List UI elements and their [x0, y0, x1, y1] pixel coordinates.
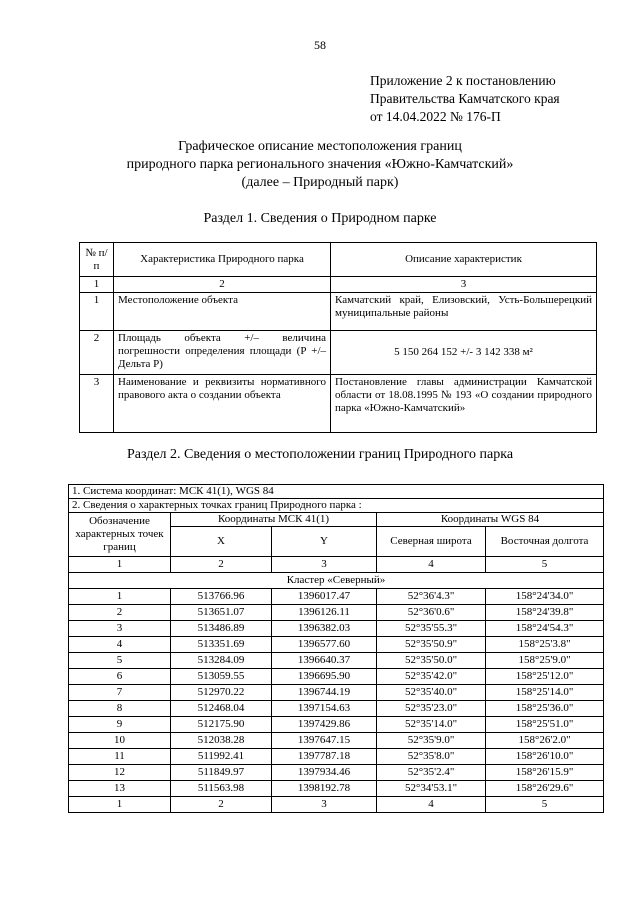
- table-row: [69, 669, 604, 685]
- header-wgs-group: Координаты WGS 84: [377, 513, 604, 527]
- section2-title: Раздел 2. Сведения о местоположении границ Природного парка: [126, 447, 514, 462]
- point-latitude: 52°35'55.3": [377, 621, 486, 637]
- point-longitude: 158°25'12.0": [486, 669, 604, 685]
- row-description: Постановление главы администрации Камчатской области от 18.08.1995 № 193 «О создании природного парка «Южно-Камчатский»: [331, 375, 597, 433]
- title-line: Графическое описание местоположения границ: [178, 139, 462, 154]
- point-number: 2: [69, 605, 171, 621]
- table-row: [69, 781, 604, 797]
- point-x: 512175.90: [171, 717, 272, 733]
- table-row: [80, 331, 597, 375]
- table-row: [69, 685, 604, 701]
- row-description: 5 150 264 152 +/- 3 142 338 м²: [331, 331, 597, 375]
- point-longitude: 158°24'39.8": [486, 605, 604, 621]
- point-latitude: 52°35'42.0": [377, 669, 486, 685]
- point-latitude: 52°35'8.0": [377, 749, 486, 765]
- point-x: 513766.96: [171, 589, 272, 605]
- point-number: 4: [69, 637, 171, 653]
- point-y: 1396126.11: [272, 605, 377, 621]
- point-longitude: 158°26'15.9": [486, 765, 604, 781]
- table-row: [69, 733, 604, 749]
- row-number: 1: [80, 293, 114, 331]
- point-number: 7: [69, 685, 171, 701]
- point-y: 1397934.46: [272, 765, 377, 781]
- point-longitude: 158°25'51.0": [486, 717, 604, 733]
- title-line: (далее – Природный парк): [241, 175, 399, 190]
- points-info-row: [69, 499, 604, 513]
- title-line: природного парка регионального значения «Южно-Камчатский»: [126, 157, 514, 172]
- row-description: Камчатский край, Елизовский, Усть-Большерецкий муниципальные районы: [331, 293, 597, 331]
- boundary-points-table: [68, 484, 604, 813]
- point-y: 1396577.60: [272, 637, 377, 653]
- point-x: 513059.55: [171, 669, 272, 685]
- point-x: 511992.41: [171, 749, 272, 765]
- index-cell: 4: [377, 797, 486, 813]
- point-x: 513351.69: [171, 637, 272, 653]
- index-cell: 4: [377, 557, 486, 573]
- point-x: 511849.97: [171, 765, 272, 781]
- index-cell: 1: [69, 797, 171, 813]
- point-y: 1397154.63: [272, 701, 377, 717]
- section1-title: Раздел 1. Сведения о Природном парке: [203, 211, 437, 226]
- point-x: 511563.98: [171, 781, 272, 797]
- point-y: 1398192.78: [272, 781, 377, 797]
- appendix-line: Правительства Камчатского края: [370, 91, 560, 106]
- header-longitude: Восточная долгота: [486, 527, 604, 557]
- table-row: [69, 653, 604, 669]
- park-info-table: [79, 242, 597, 433]
- table-row: [80, 293, 597, 331]
- point-x: 513284.09: [171, 653, 272, 669]
- table-index-row: [80, 277, 597, 293]
- point-latitude: 52°35'14.0": [377, 717, 486, 733]
- header-point: Обозначение характерных точек границ: [69, 513, 171, 557]
- point-latitude: 52°36'0.6": [377, 605, 486, 621]
- header-characteristic: Характеристика Природного парка: [114, 243, 331, 277]
- document-title: [0, 138, 640, 192]
- table-row: [80, 375, 597, 433]
- coordinate-system-line: 1. Система координат: МСК 41(1), WGS 84: [69, 485, 604, 499]
- index-cell: 5: [486, 797, 604, 813]
- coordinate-system-row: [69, 485, 604, 499]
- index-cell: 3: [272, 557, 377, 573]
- point-y: 1396744.19: [272, 685, 377, 701]
- point-latitude: 52°35'23.0": [377, 701, 486, 717]
- point-x: 512038.28: [171, 733, 272, 749]
- point-longitude: 158°25'9.0": [486, 653, 604, 669]
- appendix-note: [370, 72, 560, 126]
- header-y: Y: [272, 527, 377, 557]
- point-longitude: 158°26'29.6": [486, 781, 604, 797]
- header-description: Описание характеристик: [331, 243, 597, 277]
- row-number: 2: [80, 331, 114, 375]
- table-row: [69, 765, 604, 781]
- table-row: [69, 701, 604, 717]
- header-number: № п/п: [80, 243, 114, 277]
- table-index-row: [69, 797, 604, 813]
- point-number: 8: [69, 701, 171, 717]
- index-cell: 1: [69, 557, 171, 573]
- header-latitude: Северная широта: [377, 527, 486, 557]
- point-y: 1397787.18: [272, 749, 377, 765]
- point-number: 5: [69, 653, 171, 669]
- point-number: 1: [69, 589, 171, 605]
- point-latitude: 52°35'2.4": [377, 765, 486, 781]
- point-latitude: 52°35'50.9": [377, 637, 486, 653]
- index-cell: 2: [171, 557, 272, 573]
- point-number: 12: [69, 765, 171, 781]
- point-x: 513651.07: [171, 605, 272, 621]
- index-cell: 3: [331, 277, 597, 293]
- row-characteristic: Наименование и реквизиты нормативного правового акта о создании объекта: [114, 375, 331, 433]
- point-number: 6: [69, 669, 171, 685]
- point-x: 513486.89: [171, 621, 272, 637]
- point-longitude: 158°26'2.0": [486, 733, 604, 749]
- point-latitude: 52°34'53.1": [377, 781, 486, 797]
- table-row: [69, 621, 604, 637]
- point-y: 1397429.86: [272, 717, 377, 733]
- point-y: 1396382.03: [272, 621, 377, 637]
- point-number: 11: [69, 749, 171, 765]
- table-row: [69, 637, 604, 653]
- point-x: 512468.04: [171, 701, 272, 717]
- point-longitude: 158°25'36.0": [486, 701, 604, 717]
- point-longitude: 158°26'10.0": [486, 749, 604, 765]
- table-row: [69, 589, 604, 605]
- page-number: 58: [314, 38, 326, 52]
- table-header-row: [80, 243, 597, 277]
- point-latitude: 52°35'40.0": [377, 685, 486, 701]
- point-longitude: 158°24'34.0": [486, 589, 604, 605]
- group-header-row: [69, 513, 604, 527]
- header-x: X: [171, 527, 272, 557]
- point-number: 3: [69, 621, 171, 637]
- point-y: 1396017.47: [272, 589, 377, 605]
- point-number: 9: [69, 717, 171, 733]
- index-cell: 2: [171, 797, 272, 813]
- row-characteristic: Местоположение объекта: [114, 293, 331, 331]
- row-characteristic: Площадь объекта +/– величина погрешности определения площади (P +/– Дельта P): [114, 331, 331, 375]
- table-row: [69, 749, 604, 765]
- index-cell: 1: [80, 277, 114, 293]
- point-latitude: 52°36'4.3": [377, 589, 486, 605]
- point-number: 13: [69, 781, 171, 797]
- point-y: 1396640.37: [272, 653, 377, 669]
- point-y: 1396695.90: [272, 669, 377, 685]
- cluster-label: Кластер «Северный»: [69, 573, 604, 589]
- table-row: [69, 605, 604, 621]
- point-latitude: 52°35'9.0": [377, 733, 486, 749]
- point-latitude: 52°35'50.0": [377, 653, 486, 669]
- index-cell: 2: [114, 277, 331, 293]
- point-number: 10: [69, 733, 171, 749]
- table-index-row: [69, 557, 604, 573]
- row-number: 3: [80, 375, 114, 433]
- point-longitude: 158°25'3.8": [486, 637, 604, 653]
- cluster-row: [69, 573, 604, 589]
- table-row: [69, 717, 604, 733]
- header-msk-group: Координаты МСК 41(1): [171, 513, 377, 527]
- point-y: 1397647.15: [272, 733, 377, 749]
- point-x: 512970.22: [171, 685, 272, 701]
- index-cell: 3: [272, 797, 377, 813]
- points-info-line: 2. Сведения о характерных точках границ Природного парка :: [69, 499, 604, 513]
- appendix-line: от 14.04.2022 № 176-П: [370, 109, 501, 124]
- point-longitude: 158°25'14.0": [486, 685, 604, 701]
- point-longitude: 158°24'54.3": [486, 621, 604, 637]
- appendix-line: Приложение 2 к постановлению: [370, 73, 556, 88]
- index-cell: 5: [486, 557, 604, 573]
